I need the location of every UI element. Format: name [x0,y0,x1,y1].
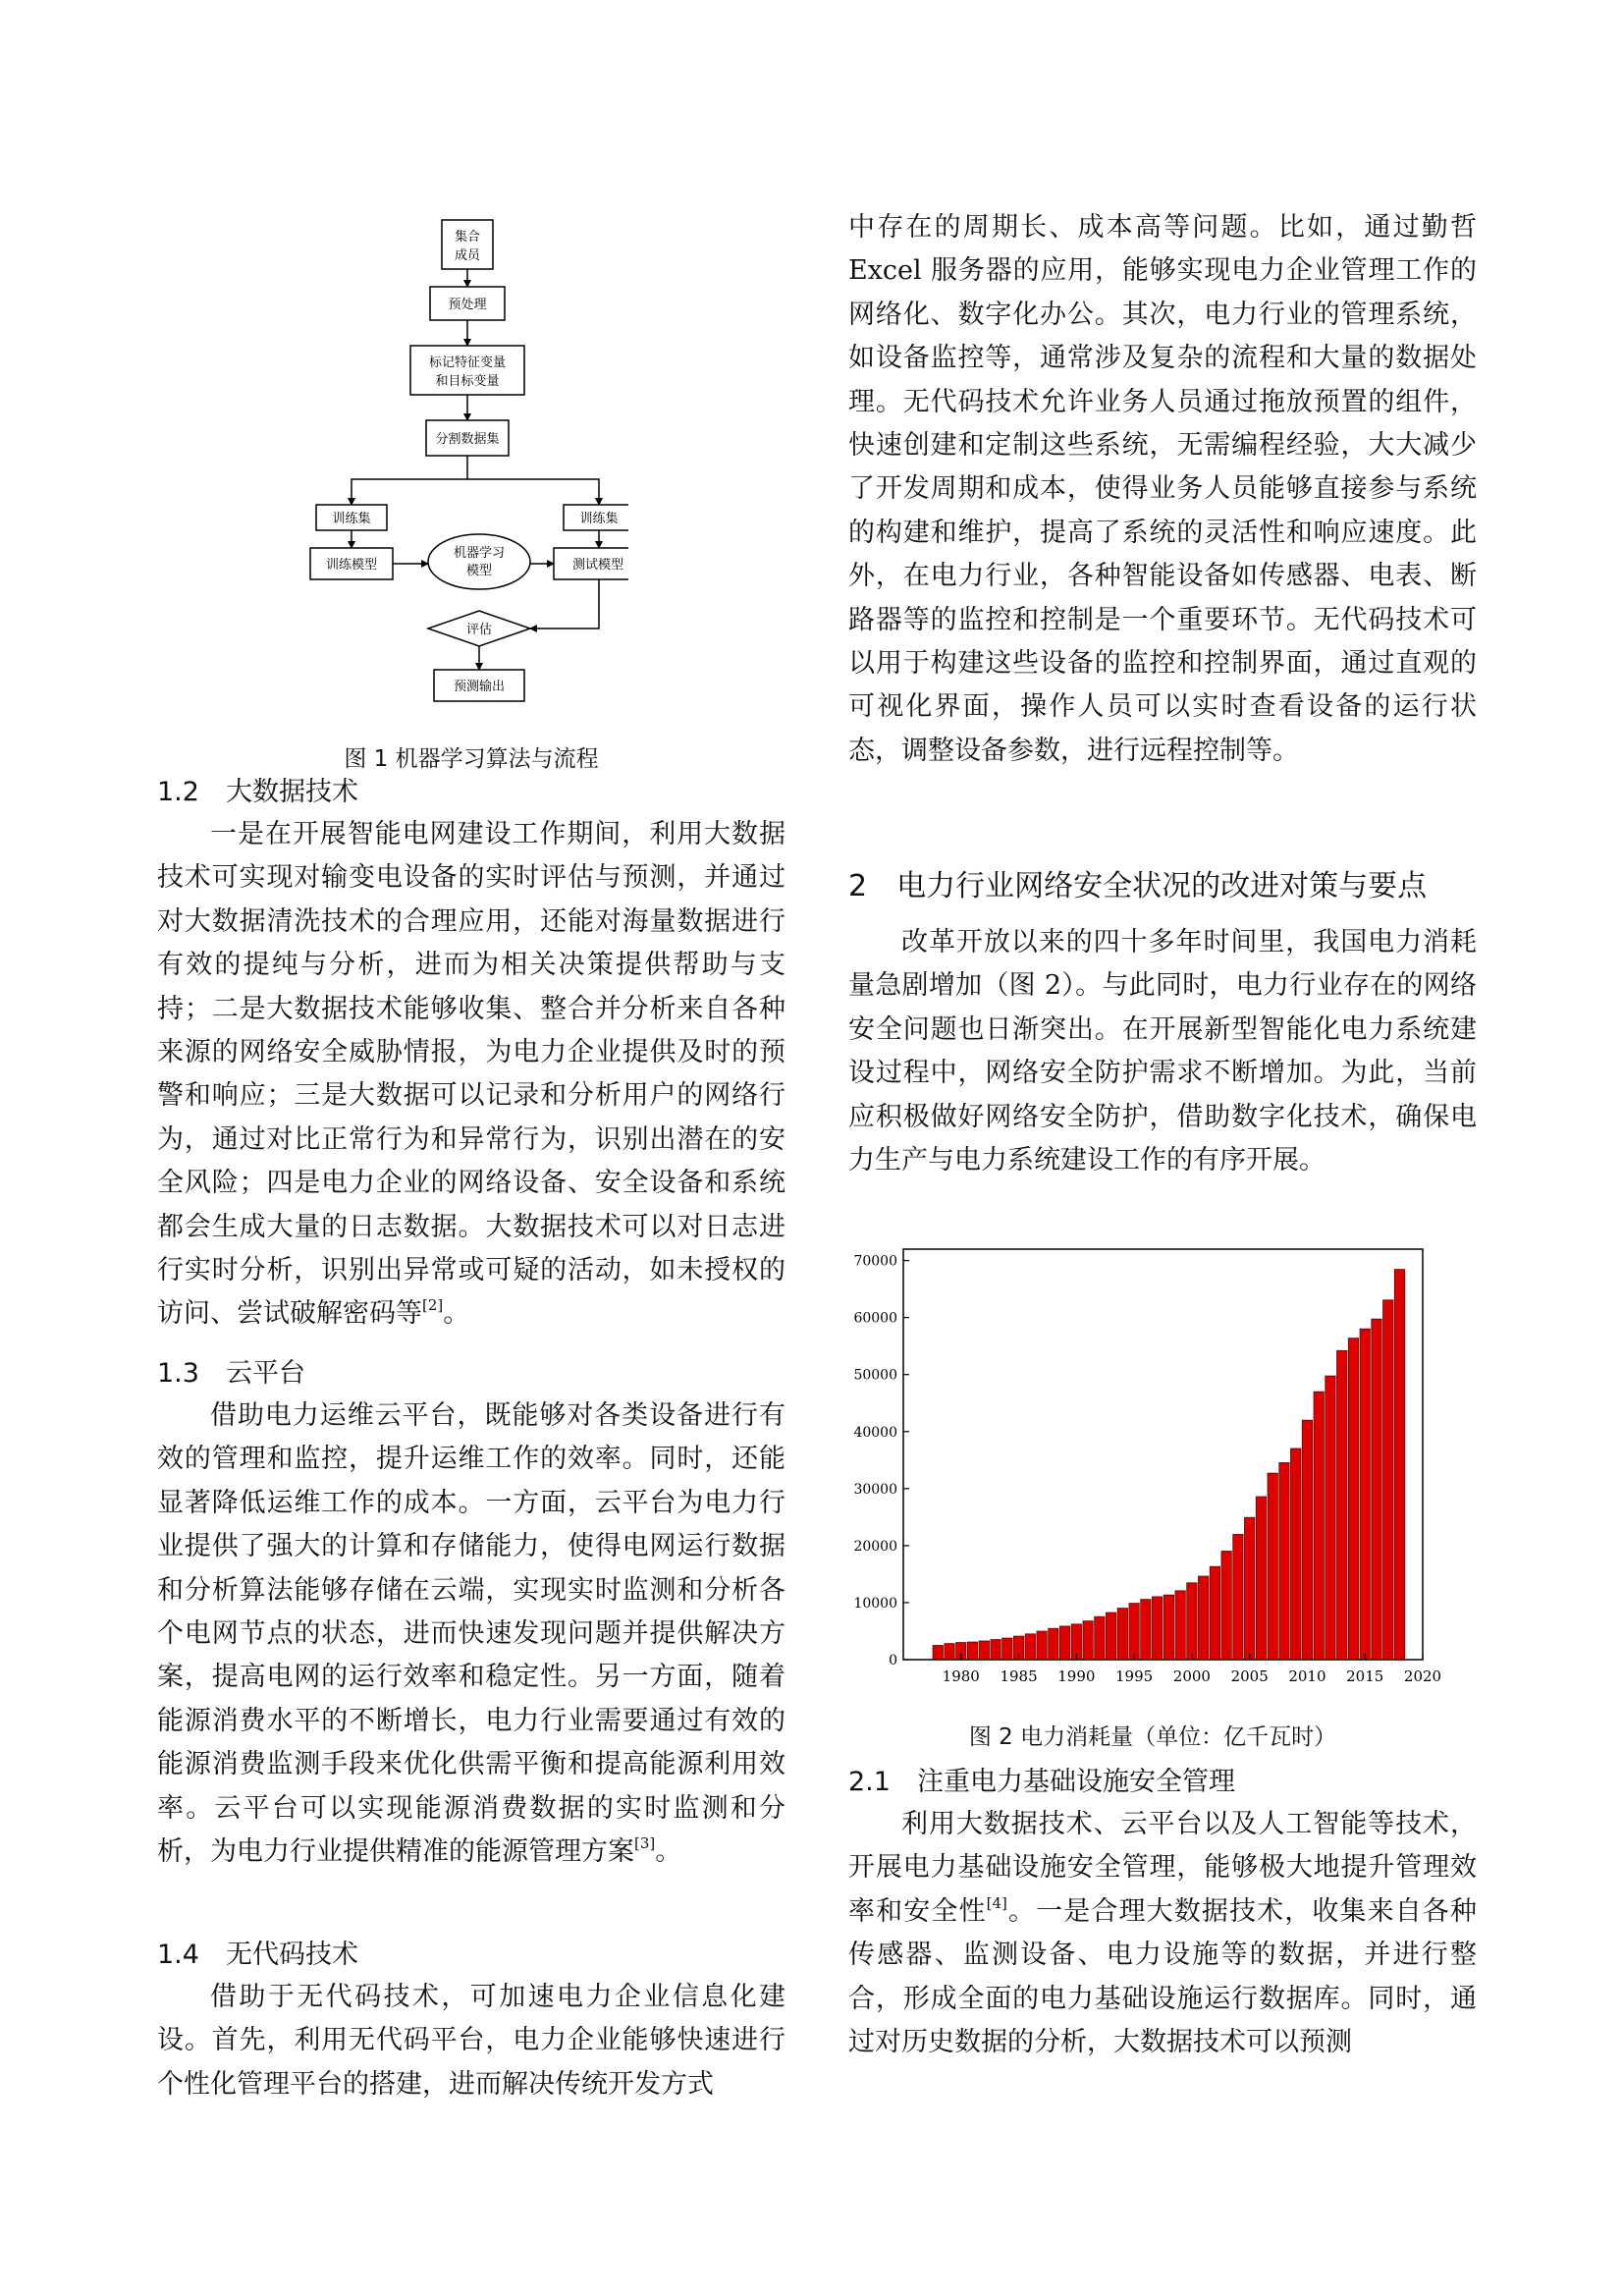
bar-1981 [967,1642,977,1660]
figure-1-caption: 图 1 机器学习算法与流程 [344,746,599,772]
section-1-4-heading: 1.4 无代码技术 [157,1940,358,1970]
bar-1984 [1002,1638,1012,1660]
bar-1995 [1129,1604,1139,1660]
bar-2015 [1360,1329,1370,1660]
bar-1986 [1025,1634,1035,1660]
y-tick-label: 40000 [853,1424,897,1441]
x-tick-label: 1990 [1057,1667,1096,1685]
y-tick-label: 20000 [853,1538,897,1555]
citation-2: [2] [422,1296,444,1315]
bar-2011 [1314,1392,1324,1660]
bar-2014 [1348,1339,1358,1660]
bar-2017 [1383,1300,1393,1660]
bar-1989 [1059,1626,1069,1660]
bar-1978 [933,1645,943,1660]
figure-2-chart [848,1239,1447,1701]
bar-2012 [1325,1376,1335,1660]
y-tick-label: 60000 [853,1310,897,1327]
bar-2018 [1394,1270,1404,1660]
node-test-model-text: 测试模型 [571,558,624,573]
x-tick-label: 1985 [1000,1667,1038,1685]
bar-2016 [1372,1319,1381,1660]
section-1-4-body: 借助于无代码技术，可加速电力企业信息化建设。首先，利用无代码平台，电力企业能够快速进行个性化管理平台的搭建，进而解决传统开发方式 [157,1982,785,2100]
node-split-text: 分割数据集 [435,432,500,447]
node-label-text1: 标记特征变量 [428,355,507,370]
node-preprocess-text: 预处理 [448,298,487,312]
bar-1979 [945,1644,954,1660]
bar-1987 [1037,1631,1047,1660]
bar-1993 [1106,1613,1115,1660]
bar-2001 [1198,1576,1208,1660]
section-1-4 [157,1935,785,2106]
bar-1983 [991,1640,1001,1660]
node-predict-output-text: 预测输出 [453,680,506,694]
bar-1996 [1141,1600,1151,1660]
y-tick-label: 0 [889,1653,897,1668]
section-2-heading: 2 电力行业网络安全状况的改进对策与要点 [848,869,1428,903]
bar-2010 [1302,1420,1312,1660]
node-label-text2: 和目标变量 [435,374,500,389]
x-tick-label: 1995 [1115,1667,1154,1685]
citation-4: [4] [986,1893,1007,1912]
x-tick-label: 2000 [1172,1667,1211,1685]
node-train-model-text: 训练模型 [325,558,378,573]
bar-2006 [1256,1497,1266,1660]
section-1-3-body: 借助电力运维云平台，既能够对各类设备进行有效的管理和监控，提升运维工作的效率。同时，还能显著降低运维工作的成本。一方面，云平台为电力行业提供了强大的计算和存储能力，使得电网运行数据和分析算法能够存储在云端，实现实时监测和分析各个电网节点的状态，进而快速发现问题并提供解决方案，提高电网的运行效率和稳定性。另一方面，随着能源消费水平的不断增长，电力行业需要通过有效的能源消费监测手段来优化供需平衡和提高能源利用效率。云平台可以实现能源消费数据的实时监测和分析，为电力行业提供精准的能源管理方案[3]。 [157,1400,785,1868]
node-collect-text2: 成员 [454,248,481,263]
bar-2000 [1187,1583,1197,1660]
bar-1999 [1175,1591,1185,1660]
section-2-1 [848,1762,1477,2064]
figure-2-caption: 图 2 电力消耗量（单位：亿千瓦时） [968,1724,1337,1750]
x-tick-label: 2005 [1230,1667,1269,1685]
section-2-1-heading: 2.1 注重电力基础设施安全管理 [848,1767,1235,1797]
x-tick-label: 1980 [942,1667,980,1685]
section-2-body: 改革开放以来的四十多年时间里，我国电力消耗量急剧增加（图 2）。与此同时，电力行业存在的网络安全问题也日渐突出。在开展新型智能化电力系统建设过程中，网络安全防护需求不断增加。为此，当前应积极做好网络安全防护，借助数字化技术，确保电力生产与电力系统建设工作的有序开展。 [848,927,1477,1176]
x-tick-label: 2020 [1403,1667,1442,1685]
y-tick-label: 30000 [853,1481,897,1498]
bar-2013 [1337,1350,1347,1660]
bar-1997 [1152,1597,1162,1660]
bar-1982 [979,1641,989,1660]
section-1-2 [157,772,785,1337]
node-train-set-right-text: 训练集 [579,512,619,526]
bar-2005 [1244,1517,1254,1660]
section-1-3 [157,1353,785,1874]
section-1-2-body: 一是在开展智能电网建设工作期间，利用大数据技术可实现对输变电设备的实时评估与预测，并通过对大数据清洗技术的合理应用，还能对海量数据进行有效的提纯与分析，进而为相关决策提供帮助与支持；二是大数据技术能够收集、整合并分析来自各种来源的网络安全威胁情报，为电力企业提供及时的预警和响应；三是大数据可以记录和分析用户的网络行为，通过对比正常行为和异常行为，识别出潜在的安全风险；四是电力企业的网络设备、安全设备和系统都会生成大量的日志数据。大数据技术可以对日志进行实时分析，识别出异常或可疑的活动，如未授权的访问、尝试破解密码等[2]。 [157,819,785,1330]
bar-1994 [1117,1609,1127,1660]
bar-2003 [1221,1552,1231,1660]
bar-1992 [1095,1616,1105,1660]
figure-1-flowchart [295,208,628,719]
bar-2007 [1268,1473,1277,1660]
y-tick-label: 50000 [853,1367,897,1384]
node-train-set-left-text: 训练集 [332,512,371,526]
bar-1991 [1083,1621,1093,1660]
y-tick-label: 10000 [853,1595,897,1612]
section-1-4-continued: 中存在的周期长、成本高等问题。比如，通过勤哲Excel 服务器的应用，能够实现电力企业管理工作的网络化、数字化办公。其次，电力行业的管理系统，如设备监控等，通常涉及复杂的流程和大量的数据处理。无代码技术允许业务人员通过拖放预置的组件，快速创建和定制这些系统，无需编程经验，大大减少了开发周期和成本，使得业务人员能够直接参与系统的构建和维护，提高了系统的灵活性和响应速度。此外，在电力行业，各种智能设备如传感器、电表、断路器等的监控和控制是一个重要环节。无代码技术可以用于构建这些设备的监控和控制界面，通过直观的可视化界面，操作人员可以实时查看设备的运行状态，调整设备参数，进行远程控制等。 [848,212,1477,766]
bar-2002 [1210,1566,1219,1660]
section-1-2-heading: 1.2 大数据技术 [157,777,358,807]
section-1-3-heading: 1.3 云平台 [157,1358,305,1389]
section-2-1-body: 利用大数据技术、云平台以及人工智能等技术，开展电力基础设施安全管理，能够极大地提升管理效率和安全性[4]。一是合理大数据技术，收集来自各种传感器、监测设备、电力设施等的数据，并进行整合，形成全面的电力基础设施运行数据库。同时，通过对历史数据的分析，大数据技术可以预测 [848,1809,1477,2058]
x-tick-label: 2010 [1288,1667,1326,1685]
bar-2004 [1233,1534,1243,1660]
node-collect-text1: 集合 [454,230,481,245]
node-ml-model [428,534,530,589]
bar-1998 [1163,1595,1173,1660]
node-ml-model-text1: 机器学习 [453,546,506,561]
node-ml-model-text2: 模型 [465,564,493,578]
section-2 [848,864,1477,1182]
bar-2008 [1279,1462,1289,1660]
y-tick-label: 70000 [853,1253,897,1270]
node-evaluate-text: 评估 [465,623,493,637]
citation-3: [3] [634,1834,656,1853]
bar-2009 [1291,1449,1301,1660]
x-tick-label: 2015 [1346,1667,1384,1685]
bar-1988 [1049,1628,1058,1660]
